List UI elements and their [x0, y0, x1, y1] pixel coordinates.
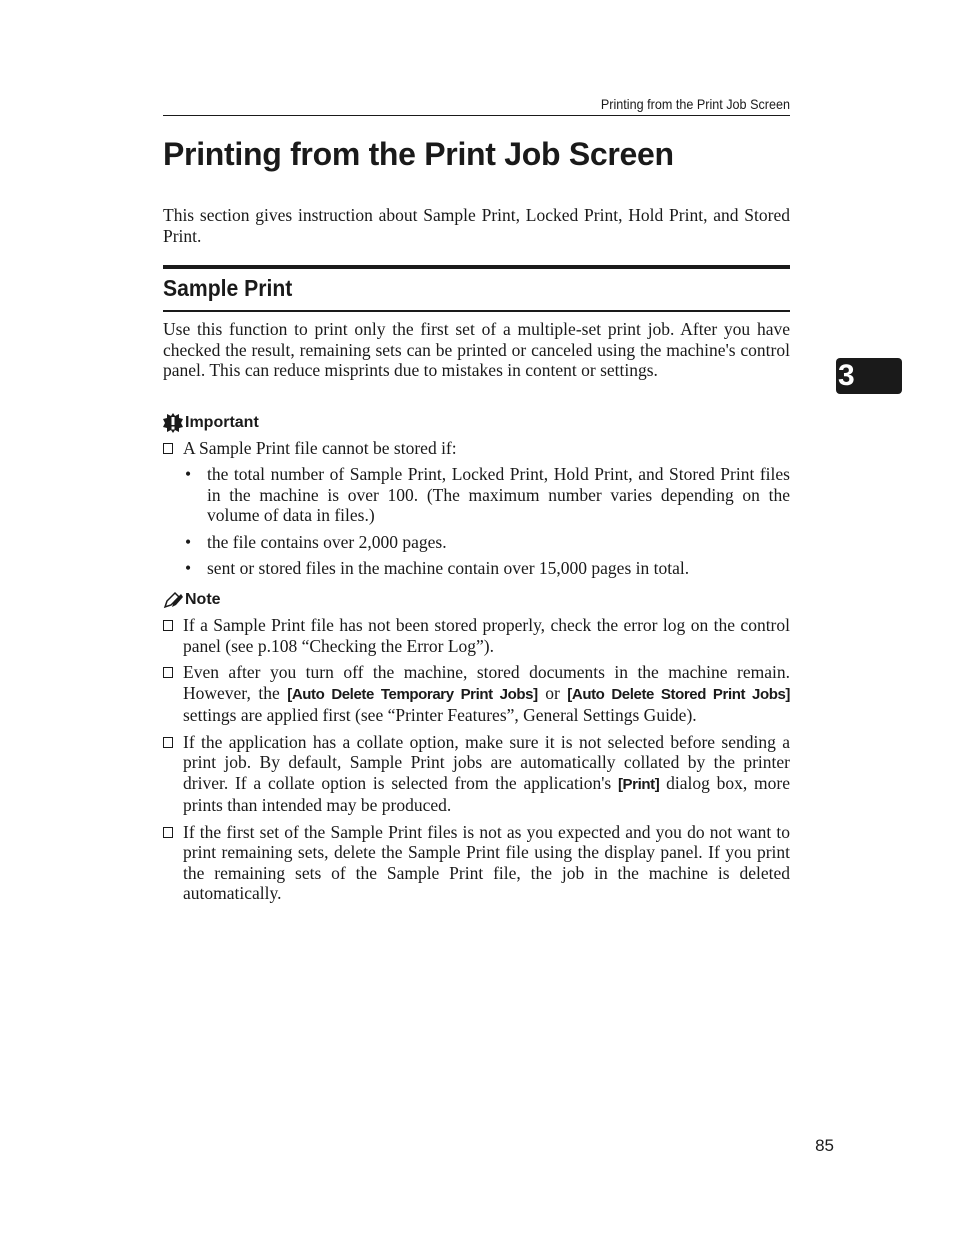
- note-pencil-icon: [163, 591, 183, 609]
- important-list: [163, 438, 790, 465]
- bullet-item: [185, 558, 790, 579]
- ui-key-print: [Print]: [617, 775, 660, 793]
- checkbox-icon: [163, 443, 173, 454]
- important-icon: [163, 413, 183, 433]
- note-label-text: Note: [185, 591, 221, 608]
- bullet-item: [185, 464, 790, 526]
- checkbox-icon: [163, 827, 173, 838]
- important-bullet-list: [185, 464, 790, 585]
- checkbox-icon: [163, 620, 173, 631]
- note-item: [163, 822, 790, 904]
- page-title: Printing from the Print Job Screen: [163, 136, 674, 172]
- page-number: 85: [815, 1136, 834, 1155]
- note-text-segment: Even after you turn off the machine, stored documents in the machine remain. However, the: [183, 662, 790, 703]
- note-item-text: [183, 662, 790, 726]
- important-item: [163, 438, 790, 459]
- checkbox-icon: [163, 737, 173, 748]
- note-item: [163, 662, 790, 726]
- bullet-icon: •: [185, 464, 192, 484]
- important-label-text: Important: [185, 414, 259, 431]
- ui-key-auto-delete-stored: [Auto Delete Stored Print Jobs]: [567, 685, 791, 703]
- header-rule: [163, 115, 790, 116]
- note-text-segment: or: [537, 682, 568, 703]
- chapter-tab-number: 3: [838, 359, 855, 392]
- intro-paragraph: This section gives instruction about Sample Print, Locked Print, Hold Print, and Stored Print.: [163, 205, 790, 246]
- bullet-text: the total number of Sample Print, Locked Print, Hold Print, and Stored Print files in the machine is over 100. (The maximum number varies depending on the volume of data in files.): [207, 464, 790, 525]
- section-body: Use this function to print only the first set of a multiple-set print job. After you have checked the result, remaining sets can be printed or canceled using the machine's control panel. This can reduce misprints due to mistakes in content or settings.: [163, 319, 790, 380]
- ui-key-auto-delete-temporary: [Auto Delete Temporary Print Jobs]: [287, 685, 538, 703]
- important-label: [163, 413, 259, 433]
- checkbox-icon: [163, 667, 173, 678]
- note-label: [163, 591, 221, 609]
- bullet-icon: •: [185, 531, 192, 552]
- section-rule-bottom: [163, 310, 790, 312]
- note-text-segment: If the application has a collate option, make sure it is not selected before sending a print job. By default, Sample Print jobs are automatically collated by the printer driver. If a collate option is selected from the application's: [183, 731, 790, 793]
- important-item-text: A Sample Print file cannot be stored if:: [183, 438, 457, 458]
- section-rule-top: [163, 265, 790, 269]
- note-list: [163, 615, 790, 910]
- note-item: [163, 615, 790, 656]
- bullet-icon: •: [185, 558, 192, 578]
- note-text-segment: dialog box, more prints than intended may be produced.: [183, 772, 790, 815]
- bullet-text: the file contains over 2,000 pages.: [207, 531, 447, 552]
- note-item: [163, 732, 790, 816]
- note-text-segment: settings are applied first (see “Printer Features”, General Settings Guide).: [183, 705, 697, 725]
- bullet-text: sent or stored files in the machine contain over 15,000 pages in total.: [207, 558, 690, 578]
- note-item-text: If the first set of the Sample Print files is not as you expected and you do not want to print remaining sets, delete the Sample Print file using the display panel. If you print the remaining sets of the Sample Print file, the job in the machine is deleted automatically.: [183, 821, 790, 903]
- section-heading: Sample Print: [163, 275, 293, 301]
- note-item-text: [183, 732, 790, 816]
- running-header: Printing from the Print Job Screen: [600, 96, 790, 112]
- bullet-item: [185, 532, 790, 553]
- note-item-text: If a Sample Print file has not been stored properly, check the error log on the control panel (see p.108 “Checking the Error Log”).: [183, 615, 790, 656]
